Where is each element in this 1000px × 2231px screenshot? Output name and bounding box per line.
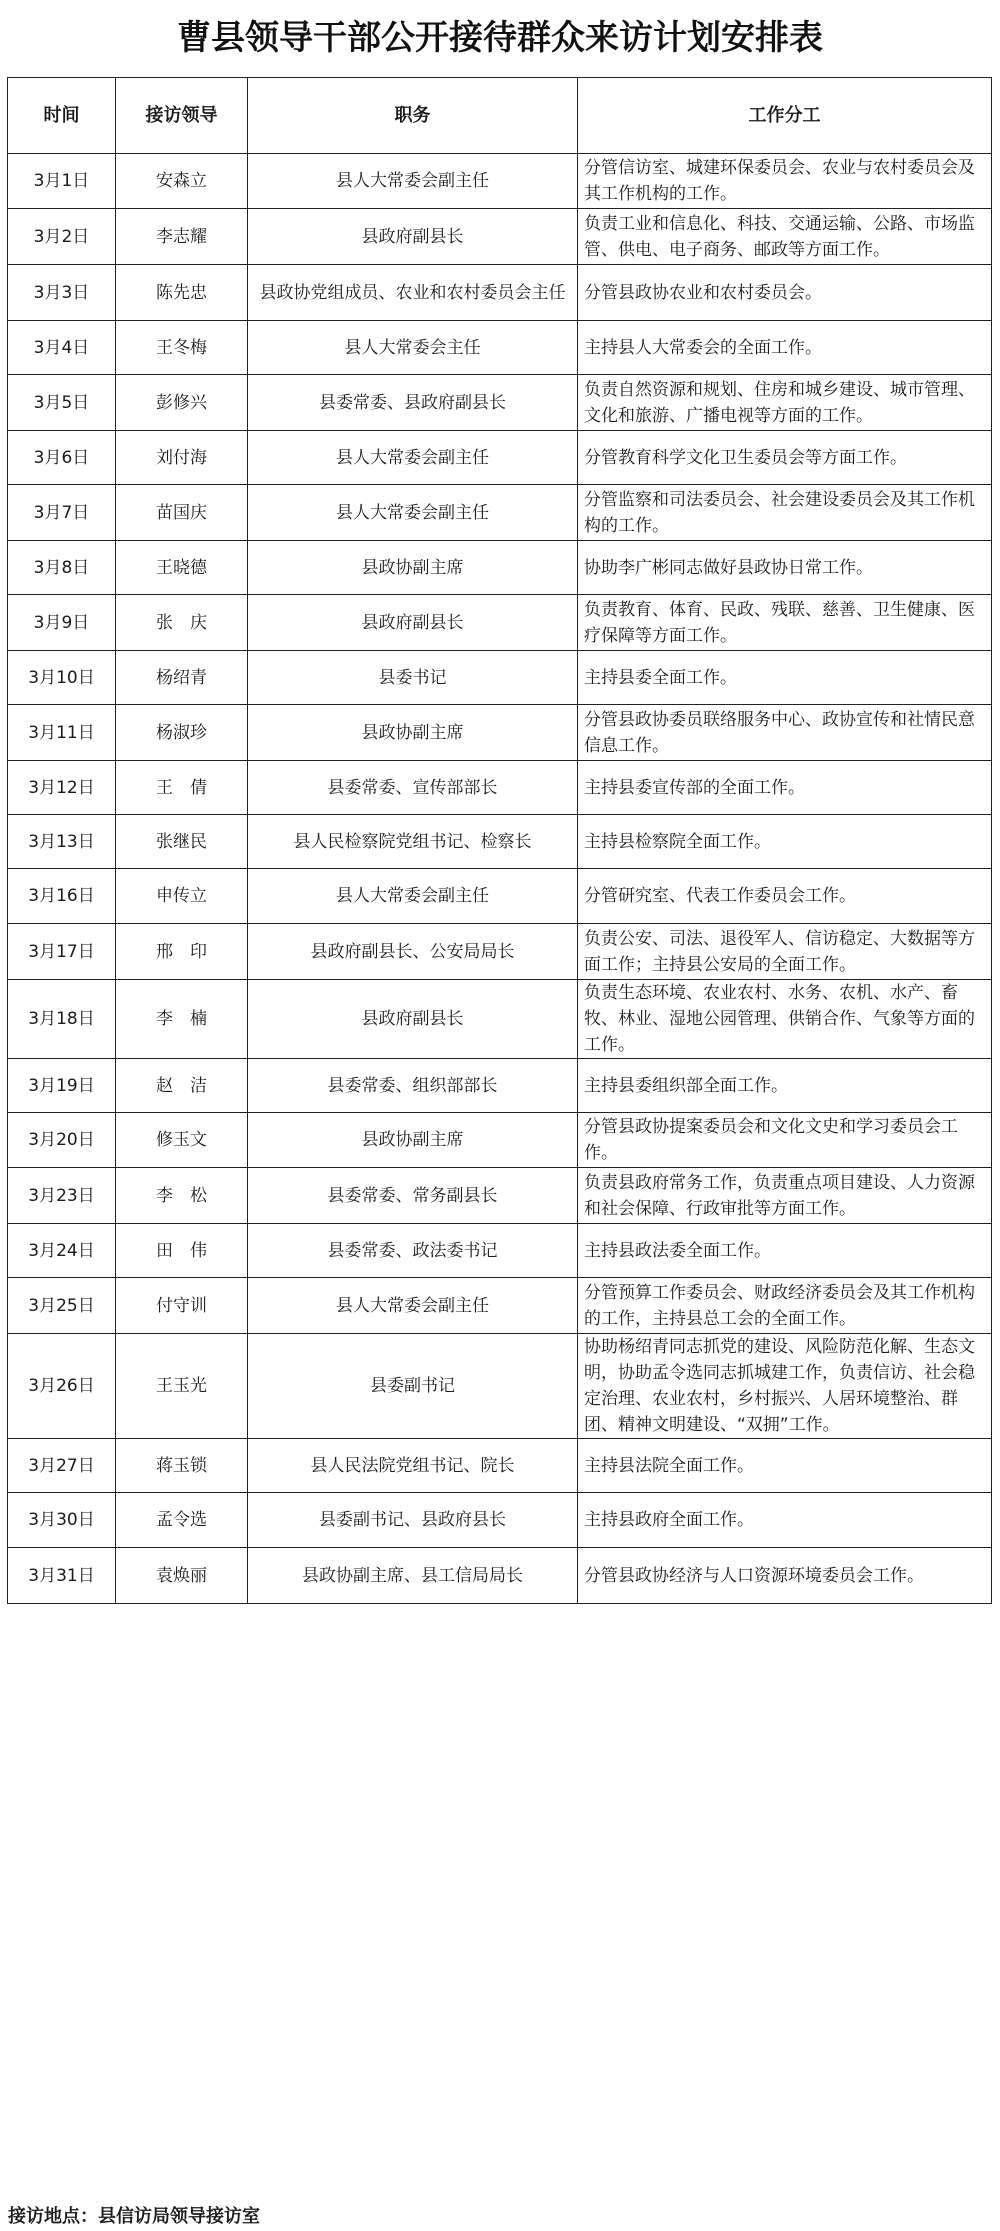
row-position: 县人大常委会副主任 — [248, 1278, 578, 1334]
row-leader: 付守训 — [116, 1278, 248, 1334]
row-duties: 负责工业和信息化、科技、交通运输、公路、市场监管、供电、电子商务、邮政等方面工作。 — [578, 209, 992, 265]
row-duties: 主持县检察院全面工作。 — [578, 815, 992, 869]
table-row — [8, 651, 992, 705]
row-position: 县委常委、组织部部长 — [248, 1059, 578, 1113]
table-row — [8, 431, 992, 485]
table-row — [8, 375, 992, 431]
row-leader: 李志耀 — [116, 209, 248, 265]
row-position: 县政协副主席 — [248, 541, 578, 595]
row-leader: 李 松 — [116, 1168, 248, 1224]
row-date: 3月9日 — [8, 595, 116, 651]
row-duties: 主持县委组织部全面工作。 — [578, 1059, 992, 1113]
row-leader: 王玉光 — [116, 1334, 248, 1439]
row-position: 县人大常委会副主任 — [248, 154, 578, 209]
table-row — [8, 321, 992, 375]
row-duties: 负责县政府常务工作，负责重点项目建设、人力资源和社会保障、行政审批等方面工作。 — [578, 1168, 992, 1224]
row-leader: 袁焕丽 — [116, 1548, 248, 1604]
row-position: 县人大常委会副主任 — [248, 485, 578, 541]
row-leader: 杨绍青 — [116, 651, 248, 705]
row-position: 县政府副县长 — [248, 209, 578, 265]
row-leader: 修玉文 — [116, 1113, 248, 1168]
row-duties: 分管信访室、城建环保委员会、农业与农村委员会及其工作机构的工作。 — [578, 154, 992, 209]
row-date: 3月16日 — [8, 869, 116, 924]
row-leader: 张继民 — [116, 815, 248, 869]
schedule-body — [8, 154, 992, 1604]
row-leader: 陈先忠 — [116, 265, 248, 321]
row-duties: 分管县政协经济与人口资源环境委员会工作。 — [578, 1548, 992, 1604]
row-date: 3月19日 — [8, 1059, 116, 1113]
row-duties: 负责教育、体育、民政、残联、慈善、卫生健康、医疗保障等方面工作。 — [578, 595, 992, 651]
row-date: 3月13日 — [8, 815, 116, 869]
row-duties: 负责公安、司法、退役军人、信访稳定、大数据等方面工作；主持县公安局的全面工作。 — [578, 924, 992, 980]
row-leader: 安森立 — [116, 154, 248, 209]
row-duties: 主持县委宣传部的全面工作。 — [578, 761, 992, 815]
row-duties: 分管县政协农业和农村委员会。 — [578, 265, 992, 321]
table-row — [8, 154, 992, 209]
row-position: 县人大常委会副主任 — [248, 869, 578, 924]
table-row — [8, 541, 992, 595]
row-date: 3月31日 — [8, 1548, 116, 1604]
row-position: 县政府副县长 — [248, 595, 578, 651]
row-position: 县人民检察院党组书记、检察长 — [248, 815, 578, 869]
row-leader: 孟令选 — [116, 1493, 248, 1548]
reception-location: 接访地点：县信访局领导接访室 — [8, 2206, 260, 2227]
header-date: 时间 — [8, 78, 116, 154]
table-row — [8, 485, 992, 541]
row-duties: 协助杨绍青同志抓党的建设、风险防范化解、生态文明，协助孟令选同志抓城建工作，负责信访、社会稳定治理、农业农村，乡村振兴、人居环境整治、群团、精神文明建设、“双拥”工作。 — [578, 1334, 992, 1439]
row-position: 县政协副主席、县工信局局长 — [248, 1548, 578, 1604]
row-position: 县委常委、政法委书记 — [248, 1224, 578, 1278]
row-position: 县政府副县长、公安局局长 — [248, 924, 578, 980]
row-duties: 主持县人大常委会的全面工作。 — [578, 321, 992, 375]
row-position: 县人民法院党组书记、院长 — [248, 1439, 578, 1493]
table-row — [8, 265, 992, 321]
row-date: 3月30日 — [8, 1493, 116, 1548]
row-date: 3月26日 — [8, 1334, 116, 1439]
row-leader: 张 庆 — [116, 595, 248, 651]
table-row — [8, 209, 992, 265]
row-leader: 刘付海 — [116, 431, 248, 485]
row-date: 3月5日 — [8, 375, 116, 431]
header-duties: 工作分工 — [578, 78, 992, 154]
row-position: 县委书记 — [248, 651, 578, 705]
row-position: 县人大常委会副主任 — [248, 431, 578, 485]
table-row — [8, 1059, 992, 1113]
row-leader: 田 伟 — [116, 1224, 248, 1278]
row-duties: 分管县政协提案委员会和文化文史和学习委员会工作。 — [578, 1113, 992, 1168]
table-row — [8, 1548, 992, 1604]
row-date: 3月25日 — [8, 1278, 116, 1334]
table-row — [8, 595, 992, 651]
table-row — [8, 1168, 992, 1224]
row-date: 3月11日 — [8, 705, 116, 761]
row-date: 3月18日 — [8, 980, 116, 1059]
table-row — [8, 869, 992, 924]
row-duties: 分管监察和司法委员会、社会建设委员会及其工作机构的工作。 — [578, 485, 992, 541]
row-position: 县委常委、县政府副县长 — [248, 375, 578, 431]
row-position: 县委常委、常务副县长 — [248, 1168, 578, 1224]
row-leader: 王晓德 — [116, 541, 248, 595]
row-leader: 杨淑珍 — [116, 705, 248, 761]
table-row — [8, 980, 992, 1059]
row-leader: 王冬梅 — [116, 321, 248, 375]
schedule-table — [7, 77, 992, 1604]
row-date: 3月4日 — [8, 321, 116, 375]
row-duties: 主持县政法委全面工作。 — [578, 1224, 992, 1278]
table-row — [8, 1224, 992, 1278]
row-position: 县政协副主席 — [248, 1113, 578, 1168]
row-position: 县政协副主席 — [248, 705, 578, 761]
row-date: 3月8日 — [8, 541, 116, 595]
row-leader: 苗国庆 — [116, 485, 248, 541]
row-duties: 负责生态环境、农业农村、水务、农机、水产、畜牧、林业、湿地公园管理、供销合作、气象等方面的工作。 — [578, 980, 992, 1059]
header-leader: 接访领导 — [116, 78, 248, 154]
row-leader: 赵 洁 — [116, 1059, 248, 1113]
row-date: 3月20日 — [8, 1113, 116, 1168]
table-row — [8, 924, 992, 980]
row-date: 3月3日 — [8, 265, 116, 321]
table-row — [8, 705, 992, 761]
row-date: 3月24日 — [8, 1224, 116, 1278]
table-row — [8, 1493, 992, 1548]
row-duties: 负责自然资源和规划、住房和城乡建设、城市管理、文化和旅游、广播电视等方面的工作。 — [578, 375, 992, 431]
row-leader: 王 倩 — [116, 761, 248, 815]
row-duties: 分管预算工作委员会、财政经济委员会及其工作机构的工作，主持县总工会的全面工作。 — [578, 1278, 992, 1334]
table-row — [8, 815, 992, 869]
row-duties: 分管研究室、代表工作委员会工作。 — [578, 869, 992, 924]
row-position: 县委副书记 — [248, 1334, 578, 1439]
row-position: 县人大常委会主任 — [248, 321, 578, 375]
row-date: 3月2日 — [8, 209, 116, 265]
row-date: 3月27日 — [8, 1439, 116, 1493]
row-date: 3月1日 — [8, 154, 116, 209]
row-duties: 分管县政协委员联络服务中心、政协宣传和社情民意信息工作。 — [578, 705, 992, 761]
table-header-row — [8, 78, 992, 154]
row-position: 县委副书记、县政府县长 — [248, 1493, 578, 1548]
row-leader: 邢 印 — [116, 924, 248, 980]
row-leader: 彭修兴 — [116, 375, 248, 431]
table-row — [8, 761, 992, 815]
table-row — [8, 1278, 992, 1334]
row-duties: 主持县法院全面工作。 — [578, 1439, 992, 1493]
row-leader: 李 楠 — [116, 980, 248, 1059]
row-date: 3月23日 — [8, 1168, 116, 1224]
row-date: 3月17日 — [8, 924, 116, 980]
page-title: 曹县领导干部公开接待群众来访计划安排表 — [177, 18, 823, 58]
table-row — [8, 1113, 992, 1168]
header-position: 职务 — [248, 78, 578, 154]
row-date: 3月6日 — [8, 431, 116, 485]
row-position: 县政协党组成员、农业和农村委员会主任 — [248, 265, 578, 321]
table-row — [8, 1334, 992, 1439]
row-date: 3月12日 — [8, 761, 116, 815]
row-date: 3月10日 — [8, 651, 116, 705]
row-duties: 主持县委全面工作。 — [578, 651, 992, 705]
row-leader: 申传立 — [116, 869, 248, 924]
row-duties: 协助李广彬同志做好县政协日常工作。 — [578, 541, 992, 595]
row-leader: 蒋玉锁 — [116, 1439, 248, 1493]
row-date: 3月7日 — [8, 485, 116, 541]
table-row — [8, 1439, 992, 1493]
row-duties: 主持县政府全面工作。 — [578, 1493, 992, 1548]
row-position: 县政府副县长 — [248, 980, 578, 1059]
row-duties: 分管教育科学文化卫生委员会等方面工作。 — [578, 431, 992, 485]
row-position: 县委常委、宣传部部长 — [248, 761, 578, 815]
